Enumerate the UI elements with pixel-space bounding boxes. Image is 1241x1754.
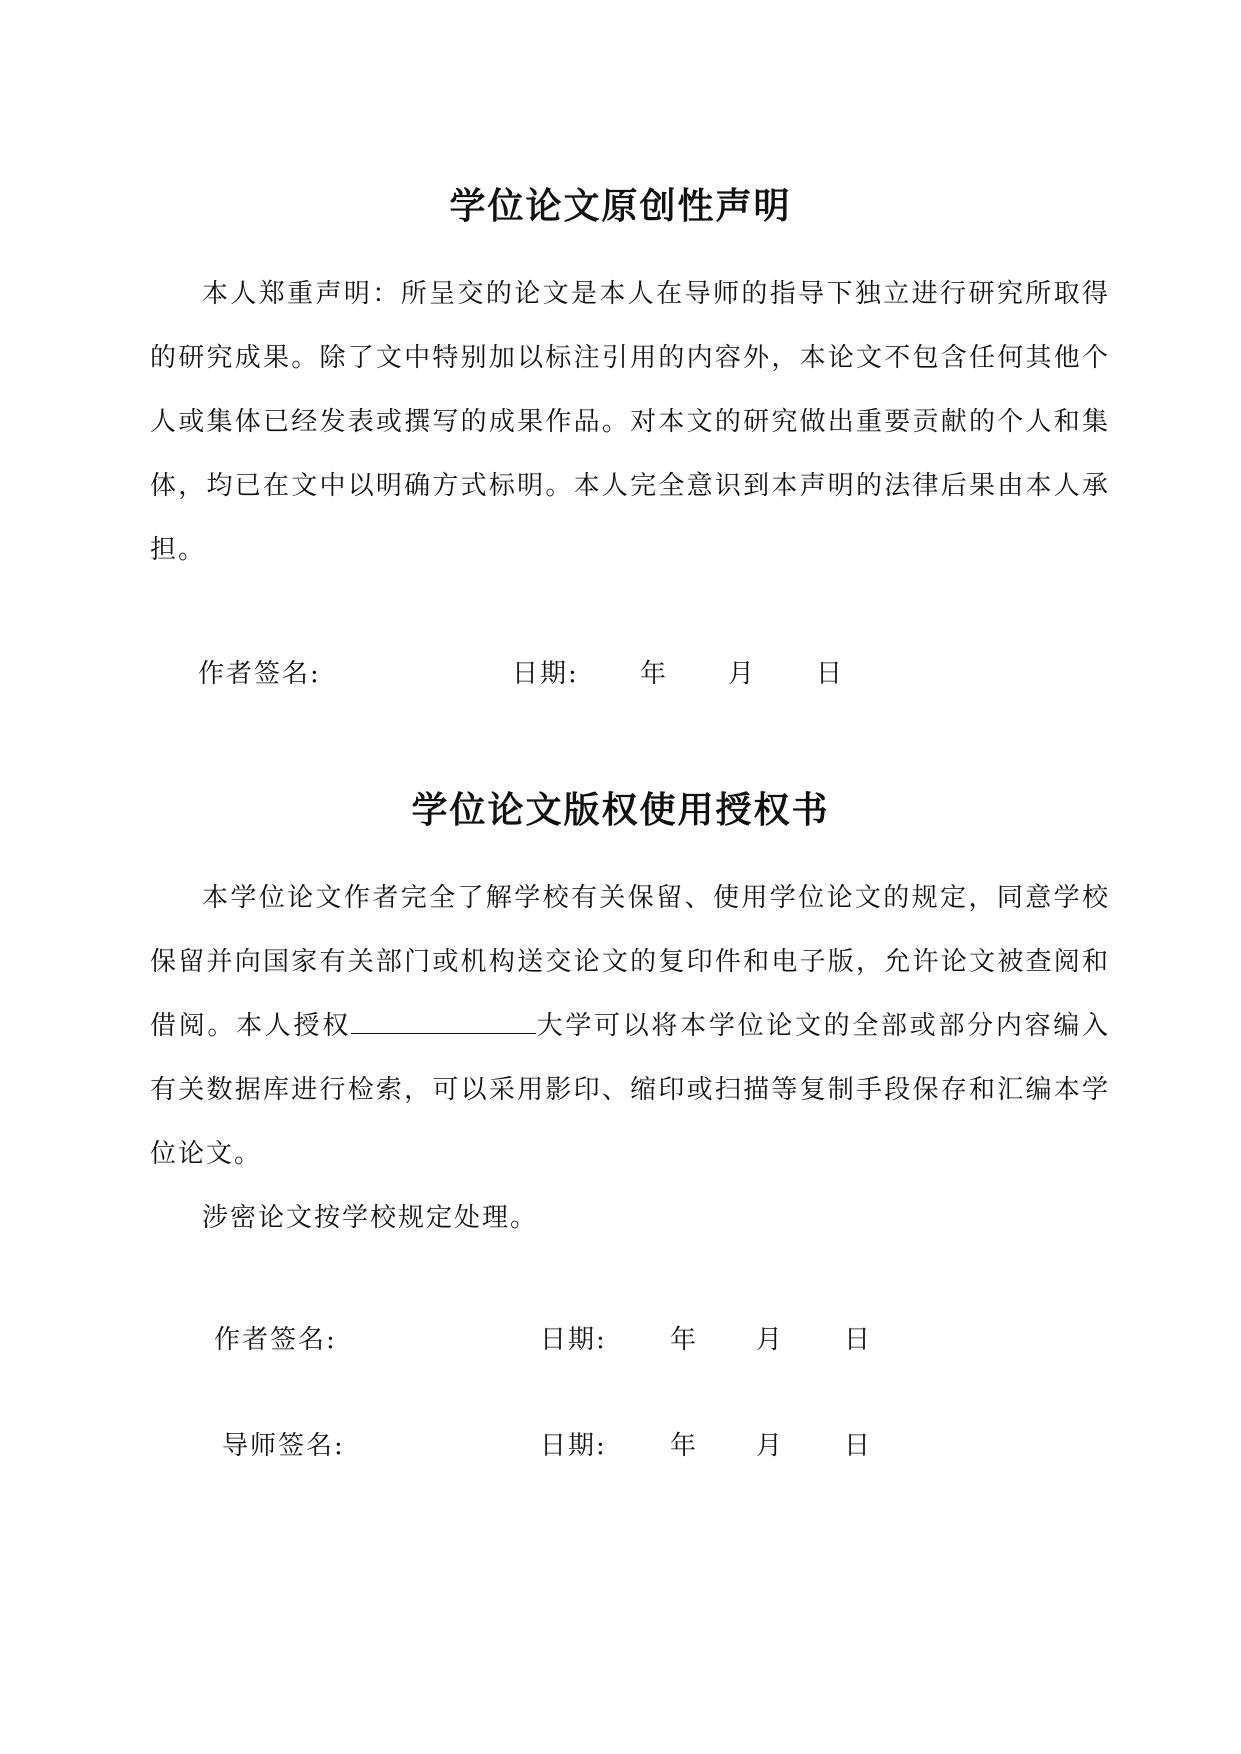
day-label: 日 — [816, 659, 845, 689]
originality-signature-row — [0, 656, 1241, 692]
date-label: 日期: — [540, 1325, 607, 1355]
month-label: 月 — [728, 659, 757, 689]
university-name-blank — [351, 1011, 536, 1034]
supervisor-signature-label: 导师签名: — [222, 1431, 345, 1461]
date-label: 日期: — [540, 1431, 607, 1461]
originality-body: 本人郑重声明：所呈交的论文是本人在导师的指导下独立进行研究所取得的研究成果。除了文中特别加以标注引用的内容外，本论文不包含任何其他个人或集体已经发表或撰写的成果作品。对本文的研究做出重要贡献的个人和集体，均已在文中以明确方式标明。本人完全意识到本声明的法律后果由本人承担。 — [150, 279, 1110, 565]
year-label: 年 — [640, 659, 669, 689]
month-label: 月 — [756, 1325, 785, 1355]
copyright-title: 学位论文版权使用授权书 — [411, 790, 830, 831]
originality-title: 学位论文原创性声明 — [449, 186, 792, 227]
month-label: 月 — [756, 1431, 785, 1461]
copyright-body-part1: 本学位论文作者完全了解学校有关保留、使用学位论文的规定，同意学校保留并向国家有关部门或机构送交论文的复印件和电子版，允许论文被查阅和借阅。本人授权 — [150, 883, 1110, 1041]
confidential-note: 涉密论文按学校规定处理。 — [202, 1203, 539, 1233]
day-label: 日 — [844, 1325, 873, 1355]
author-signature-label: 作者签名: — [214, 1325, 337, 1355]
supervisor-signature-row — [0, 1428, 1241, 1464]
day-label: 日 — [844, 1431, 873, 1461]
author-signature-label: 作者签名: — [198, 659, 321, 689]
year-label: 年 — [670, 1431, 699, 1461]
copyright-body-part2: 大学可以将本学位论文的全部或部分内容编入有关数据库进行检索，可以采用影印、缩印或扫描等复制手段保存和汇编本学位论文。 — [150, 1011, 1110, 1169]
copyright-body — [150, 866, 1110, 1186]
year-label: 年 — [670, 1325, 699, 1355]
author-signature-row — [0, 1322, 1241, 1358]
date-label: 日期: — [512, 659, 579, 689]
